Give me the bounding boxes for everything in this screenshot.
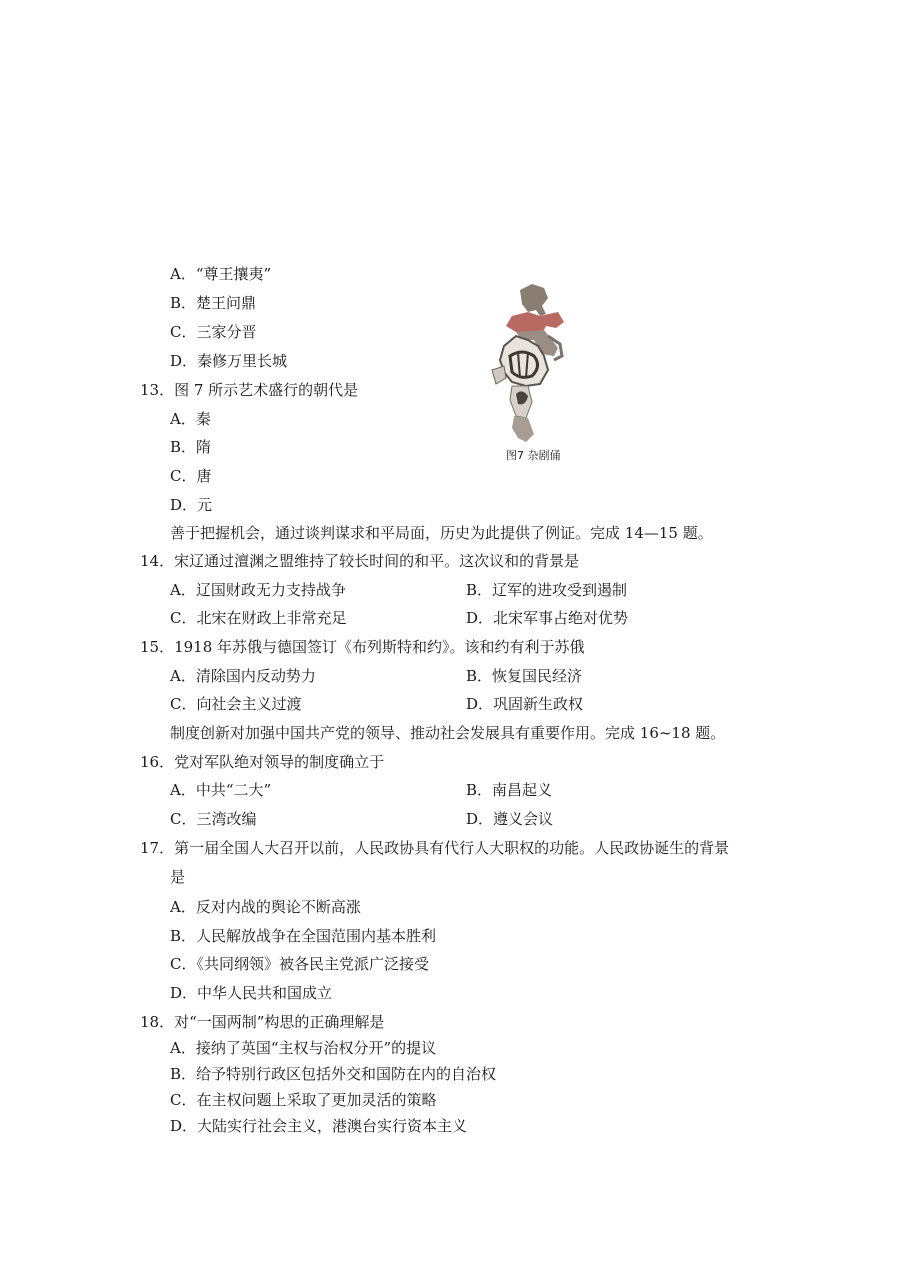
q14-option-c: C．北宋在财政上非常充足	[170, 609, 347, 627]
figure-7-caption: 图7 杂剧俑	[506, 449, 561, 462]
q17-stem-line-1: 17．第一届全国人大召开以前，人民政协具有代行人大职权的功能。人民政协诞生的背景	[140, 839, 730, 857]
q12-option-c: C．三家分晋	[170, 323, 257, 341]
q16-stem: 16．党对军队绝对领导的制度确立于	[140, 753, 385, 771]
q17-option-c: C．《共同纲领》被各民主党派广泛接受	[170, 955, 429, 973]
q15-option-d: D．巩固新生政权	[466, 695, 584, 713]
q13-option-a: A．秦	[170, 410, 211, 428]
q14-option-d: D．北宋军事占绝对优势	[466, 609, 629, 627]
q18-option-a: A．接纳了英国“主权与治权分开”的提议	[170, 1039, 437, 1057]
q12-option-a: A．“尊王攘夷”	[170, 265, 272, 283]
q17-option-b: B．人民解放战争在全国范围内基本胜利	[170, 927, 437, 945]
q12-option-b: B．楚王问鼎	[170, 294, 257, 312]
q13-stem: 13．图 7 所示艺术盛行的朝代是	[140, 381, 359, 399]
q14-stem: 14．宋辽通过澶渊之盟维持了较长时间的和平。这次议和的背景是	[140, 552, 580, 570]
figure-7-opera-figurine-image	[482, 282, 592, 462]
q18-stem: 18．对“一国两制”构思的正确理解是	[140, 1013, 385, 1031]
q18-option-b: B．给予特别行政区包括外交和国防在内的自治权	[170, 1065, 497, 1083]
q17-option-a: A．反对内战的舆论不断高涨	[170, 898, 361, 916]
q16-option-d: D．遵义会议	[466, 810, 554, 828]
q16-option-a: A．中共“二大”	[170, 781, 272, 799]
q15-stem: 15．1918 年苏俄与德国签订《布列斯特和约》。该和约有利于苏俄	[140, 638, 585, 656]
q14-option-b: B．辽军的进攻受到遏制	[466, 581, 628, 599]
q13-option-d: D．元	[170, 496, 213, 514]
q15-option-a: A．清除国内反动势力	[170, 667, 316, 685]
q15-option-b: B．恢复国民经济	[466, 667, 583, 685]
q18-option-d: D．大陆实行社会主义，港澳台实行资本主义	[170, 1117, 468, 1135]
q17-option-d: D．中华人民共和国成立	[170, 984, 333, 1002]
intro-14-15: 善于把握机会，通过谈判谋求和平局面，历史为此提供了例证。完成 14—15 题。	[170, 524, 713, 542]
q13-option-c: C．唐	[170, 467, 212, 485]
q15-option-c: C．向社会主义过渡	[170, 695, 302, 713]
q16-option-c: C．三湾改编	[170, 810, 257, 828]
intro-16-18: 制度创新对加强中国共产党的领导、推动社会发展具有重要作用。完成 16~18 题。	[170, 724, 726, 742]
q13-option-b: B．隋	[170, 438, 212, 456]
q14-option-a: A．辽国财政无力支持战争	[170, 581, 346, 599]
q17-stem-line-2: 是	[170, 868, 186, 886]
q18-option-c: C．在主权问题上采取了更加灵活的策略	[170, 1091, 437, 1109]
q12-option-d: D．秦修万里长城	[170, 352, 288, 370]
q16-option-b: B．南昌起义	[466, 781, 553, 799]
